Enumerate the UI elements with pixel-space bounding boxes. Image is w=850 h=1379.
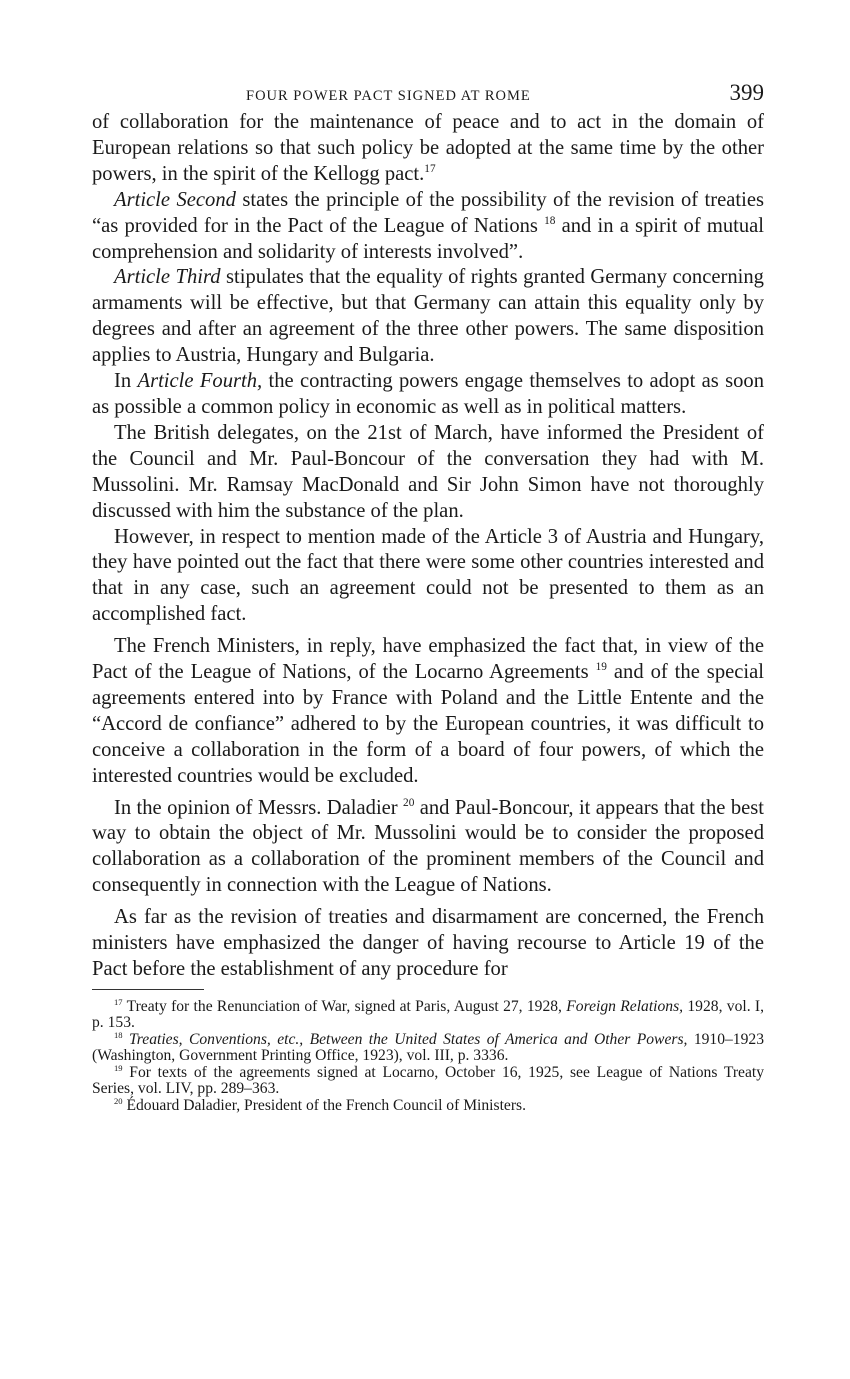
text-run: In bbox=[114, 370, 138, 393]
text-run: For texts of the agreements signed at Locarno, October 16, 1925, see League of Nations Treaty Series, vol. LIV, pp. 289–363. bbox=[92, 1063, 764, 1098]
paragraph bbox=[92, 905, 764, 983]
footnote bbox=[92, 996, 765, 1032]
footnotes bbox=[92, 996, 765, 1115]
footnote-ref: 20 bbox=[403, 796, 415, 809]
text-run: states the principle of the possibility of the revision of treaties “as provided for in the Pact of the League of Nations bbox=[92, 188, 764, 237]
footnote bbox=[92, 1029, 764, 1065]
italic-text: Article Third bbox=[114, 266, 221, 289]
text-run: of collaboration for the maintenance of peace and to act in the domain of European relations so that such policy be adopted at the same time by the other powers, in the spirit of the Kellogg pact. bbox=[92, 111, 764, 185]
italic-text: Treaties, Conventions, etc., Between the United States of America and Other Powers, bbox=[128, 1030, 688, 1048]
footnote-ref: 17 bbox=[424, 162, 436, 175]
footnote bbox=[92, 1062, 764, 1098]
footnote bbox=[92, 1095, 764, 1115]
paragraph bbox=[92, 369, 764, 421]
text-run: As far as the revision of treaties and disarmament are concerned, the French ministers have emphasized the danger of having recourse to Article 19 of the Pact before the establishment of any procedure for bbox=[92, 906, 764, 980]
body-text bbox=[92, 110, 764, 983]
text-run: Édouard Daladier, President of the French Council of Ministers. bbox=[122, 1096, 526, 1114]
paragraph bbox=[92, 421, 764, 525]
text-run: Treaty for the Renunciation of War, signed at Paris, August 27, 1928, bbox=[122, 997, 567, 1015]
text-run: and in a spirit of mutual comprehension and solidarity of interests involved”. bbox=[92, 214, 765, 263]
page-header bbox=[92, 78, 764, 110]
footnote-ref: 19 bbox=[114, 1062, 123, 1073]
document-page bbox=[92, 78, 764, 1114]
paragraph bbox=[92, 265, 764, 369]
paragraph bbox=[92, 796, 764, 900]
text-run: 1928, vol. I, p. 153. bbox=[92, 997, 765, 1032]
running-head: FOUR POWER PACT SIGNED AT ROME bbox=[246, 88, 531, 104]
paragraph bbox=[92, 634, 764, 789]
footnote-ref: 18 bbox=[114, 1029, 123, 1040]
text-run: In the opinion of Messrs. Daladier bbox=[114, 796, 404, 819]
text-run: The French Ministers, in reply, have emphasized the fact that, in view of the Pact of the League of Nations, of the Locarno Agreements bbox=[92, 635, 764, 684]
text-run: 1910–1923 (Washington, Government Printing Office, 1923), vol. III, p. 3336. bbox=[92, 1030, 764, 1065]
text-run: The British delegates, on the 21st of March, have informed the President of the Council and Mr. Paul-Boncour of the conversation they had with M. Mussolini. Mr. Ramsay MacDonald and Sir John Simon have not thoroughly discussed with him the substance of the plan. bbox=[92, 421, 764, 522]
italic-text: Article Fourth, bbox=[137, 370, 263, 393]
italic-text: Article Second bbox=[114, 188, 236, 211]
paragraph bbox=[92, 188, 764, 266]
italic-text: Foreign Relations, bbox=[566, 997, 684, 1015]
text-run: and Paul-Boncour, it appears that the best way to obtain the object of Mr. Mussolini would be to consider the proposed collaboration as a collaboration of the prominent members of the Council and consequently in connection with the League of Nations. bbox=[92, 796, 764, 897]
footnote-rule bbox=[92, 989, 204, 990]
footnote-ref: 17 bbox=[114, 996, 123, 1007]
text-run: stipulates that the equality of rights granted Germany concerning armaments will be effective, but that Germany can attain this equality only by degrees and after an agreement of the three other powers. The same disposition applies to Austria, Hungary and Bulgaria. bbox=[92, 266, 764, 367]
paragraph bbox=[92, 525, 764, 629]
text-run: However, in respect to mention made of the Article 3 of Austria and Hungary, they have pointed out the fact that there were some other countries interested and that in any case, such an agreement could not be presented to them as an accomplished fact. bbox=[92, 525, 764, 626]
page-number: 399 bbox=[729, 80, 764, 105]
text-run: the contracting powers engage themselves to adopt as soon as possible a common policy in economic as well as in political matters. bbox=[92, 370, 764, 418]
footnote-ref: 20 bbox=[114, 1095, 123, 1106]
paragraph bbox=[92, 110, 764, 188]
footnote-ref: 19 bbox=[595, 661, 607, 674]
footnote-ref: 18 bbox=[544, 214, 556, 227]
text-run: and of the special agreements entered into by France with Poland and the Little Entente and the “Accord de confiance” adhered to by the European countries, it was difficult to conceive a collaboration in the form of a board of four powers, of which the interested countries would be excluded. bbox=[92, 661, 764, 787]
